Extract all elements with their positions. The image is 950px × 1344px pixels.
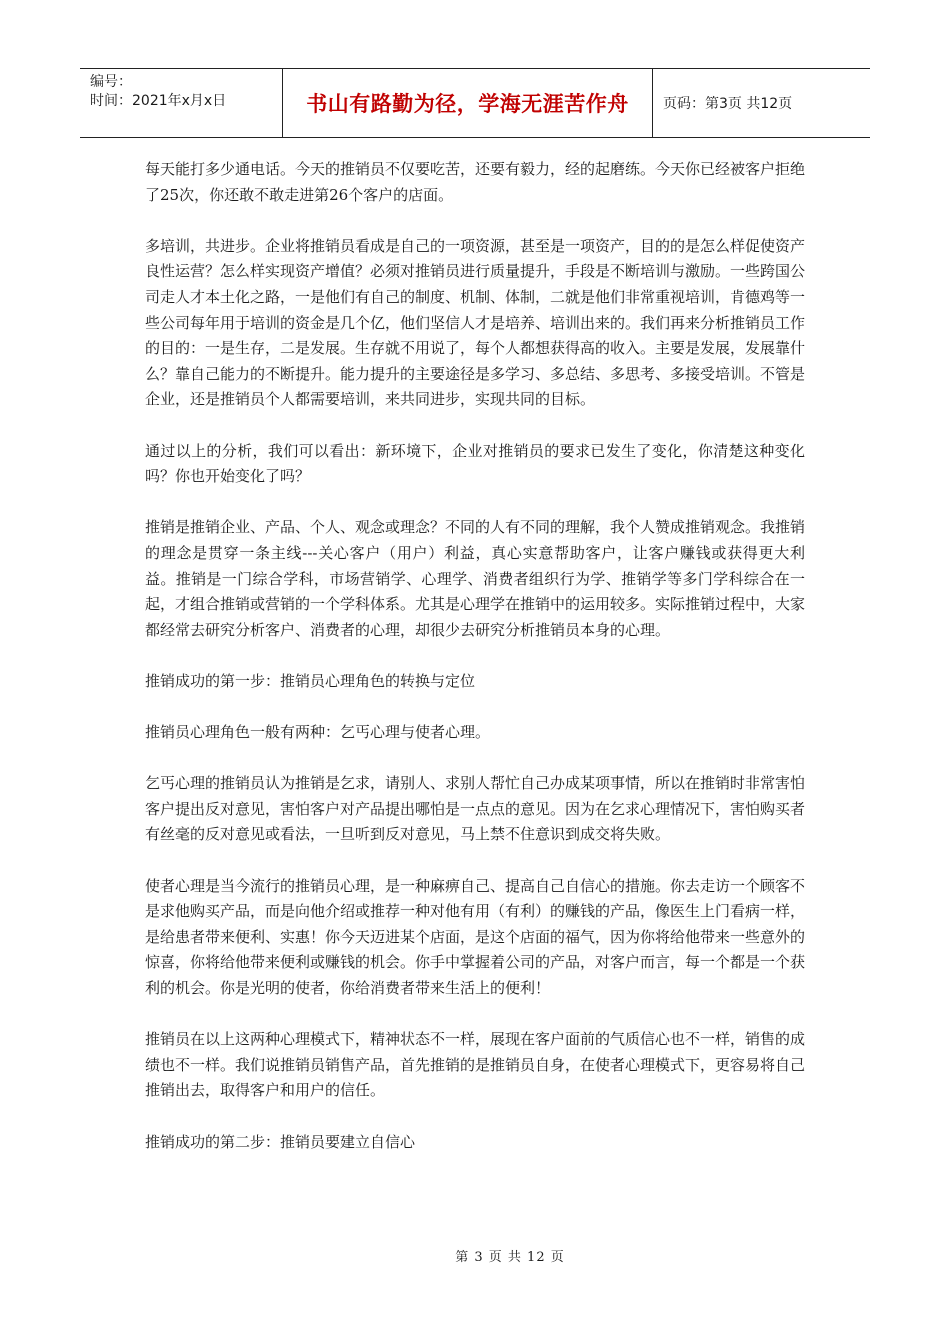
- body-paragraph: 通过以上的分析，我们可以看出：新环境下，企业对推销员的要求已发生了变化，你清楚这种变化吗？你也开始变化了吗？: [145, 441, 805, 486]
- body-paragraph: 推销员心理角色一般有两种：乞丐心理与使者心理。: [145, 723, 491, 742]
- section-heading: 推销成功的第二步：推销员要建立自信心: [145, 1132, 416, 1151]
- header-motto-text: 书山有路勤为径，学海无涯苦作舟: [306, 92, 629, 116]
- header-meta: [80, 69, 283, 137]
- body-paragraph: 推销是推销企业、产品、个人、观念或理念？不同的人有不同的理解，我个人赞成推销观念。我推销的理念是贯穿一条主线---关心客户（用户）利益，真心实意帮助客户，让客户赚钱或获得更大利益。推销是一门综合学科，市场营销学、心理学、消费者组织行为学、推销学等多门学科综合在一起，才组合推销或营销的一个学科体系。尤其是心理学在推销中的运用较多。实际推销过程中，大家都经常去研究分析客户、消费者的心理，却很少去研究分析推销员本身的心理。: [145, 518, 806, 639]
- body-paragraph: 多培训，共进步。企业将推销员看成是自己的一项资源，甚至是一项资产，目的的是怎么样促使资产良性运营？怎么样实现资产增值？必须对推销员进行质量提升，手段是不断培训与激励。一些跨国公司走人才本土化之路，一是他们有自己的制度、机制、体制，二就是他们非常重视培训，肯德鸡等一些公司每年用于培训的资金是几个亿，他们坚信人才是培养、培训出来的。我们再来分析推销员工作的目的：一是生存，二是发展。生存就不用说了，每个人都想获得高的收入。主要是发展，发展靠什么？靠自己能力的不断提升。能力提升的主要途径是多学习、多总结、多思考、多接受培训。不管是企业，还是推销员个人都需要培训，来共同进步，实现共同的目标。: [145, 236, 806, 409]
- document-body: [145, 157, 805, 1181]
- header-page-info: [653, 69, 870, 137]
- footer-page-number: 第 3 页 共 12 页: [455, 1250, 565, 1265]
- header-number-label: 编号：: [90, 74, 132, 90]
- header-motto: [283, 69, 653, 137]
- document-header: [80, 68, 870, 138]
- body-paragraph: 推销员在以上这两种心理模式下，精神状态不一样，展现在客户面前的气质信心也不一样，销售的成绩也不一样。我们说推销员销售产品，首先推销的是推销员自身，在使者心理模式下，更容易将自己推销出去，取得客户和用户的信任。: [145, 1030, 806, 1100]
- page-footer: [0, 1246, 950, 1265]
- body-paragraph: 每天能打多少通电话。今天的推销员不仅要吃苦，还要有毅力，经的起磨练。今天你已经被客户拒绝了25次，你还敢不敢走进第26个客户的店面。: [145, 160, 806, 204]
- body-paragraph: 乞丐心理的推销员认为推销是乞求，请别人、求别人帮忙自己办成某项事情，所以在推销时非常害怕客户提出反对意见，害怕客户对产品提出哪怕是一点点的意见。因为在乞求心理情况下，害怕购买者有丝毫的反对意见或看法，一旦听到反对意见，马上禁不住意识到成交将失败。: [145, 774, 806, 844]
- header-page-info-text: 页码：第3页 共12页: [663, 96, 793, 112]
- header-time-label: 时间：2021年x月x日: [90, 93, 227, 109]
- section-heading: 推销成功的第一步：推销员心理角色的转换与定位: [145, 671, 476, 690]
- body-paragraph: 使者心理是当今流行的推销员心理，是一种麻痹自己、提高自己自信心的措施。你去走访一个顾客不是求他购买产品，而是向他介绍或推荐一种对他有用（有利）的赚钱的产品，像医生上门看病一样，是给患者带来便利、实惠！你今天迈进某个店面，是这个店面的福气，因为你将给他带来一些意外的惊喜，你将给他带来便利或赚钱的机会。你手中掌握着公司的产品，对客户而言，每一个都是一个获利的机会。你是光明的使者，你给消费者带来生活上的便利！: [145, 876, 806, 997]
